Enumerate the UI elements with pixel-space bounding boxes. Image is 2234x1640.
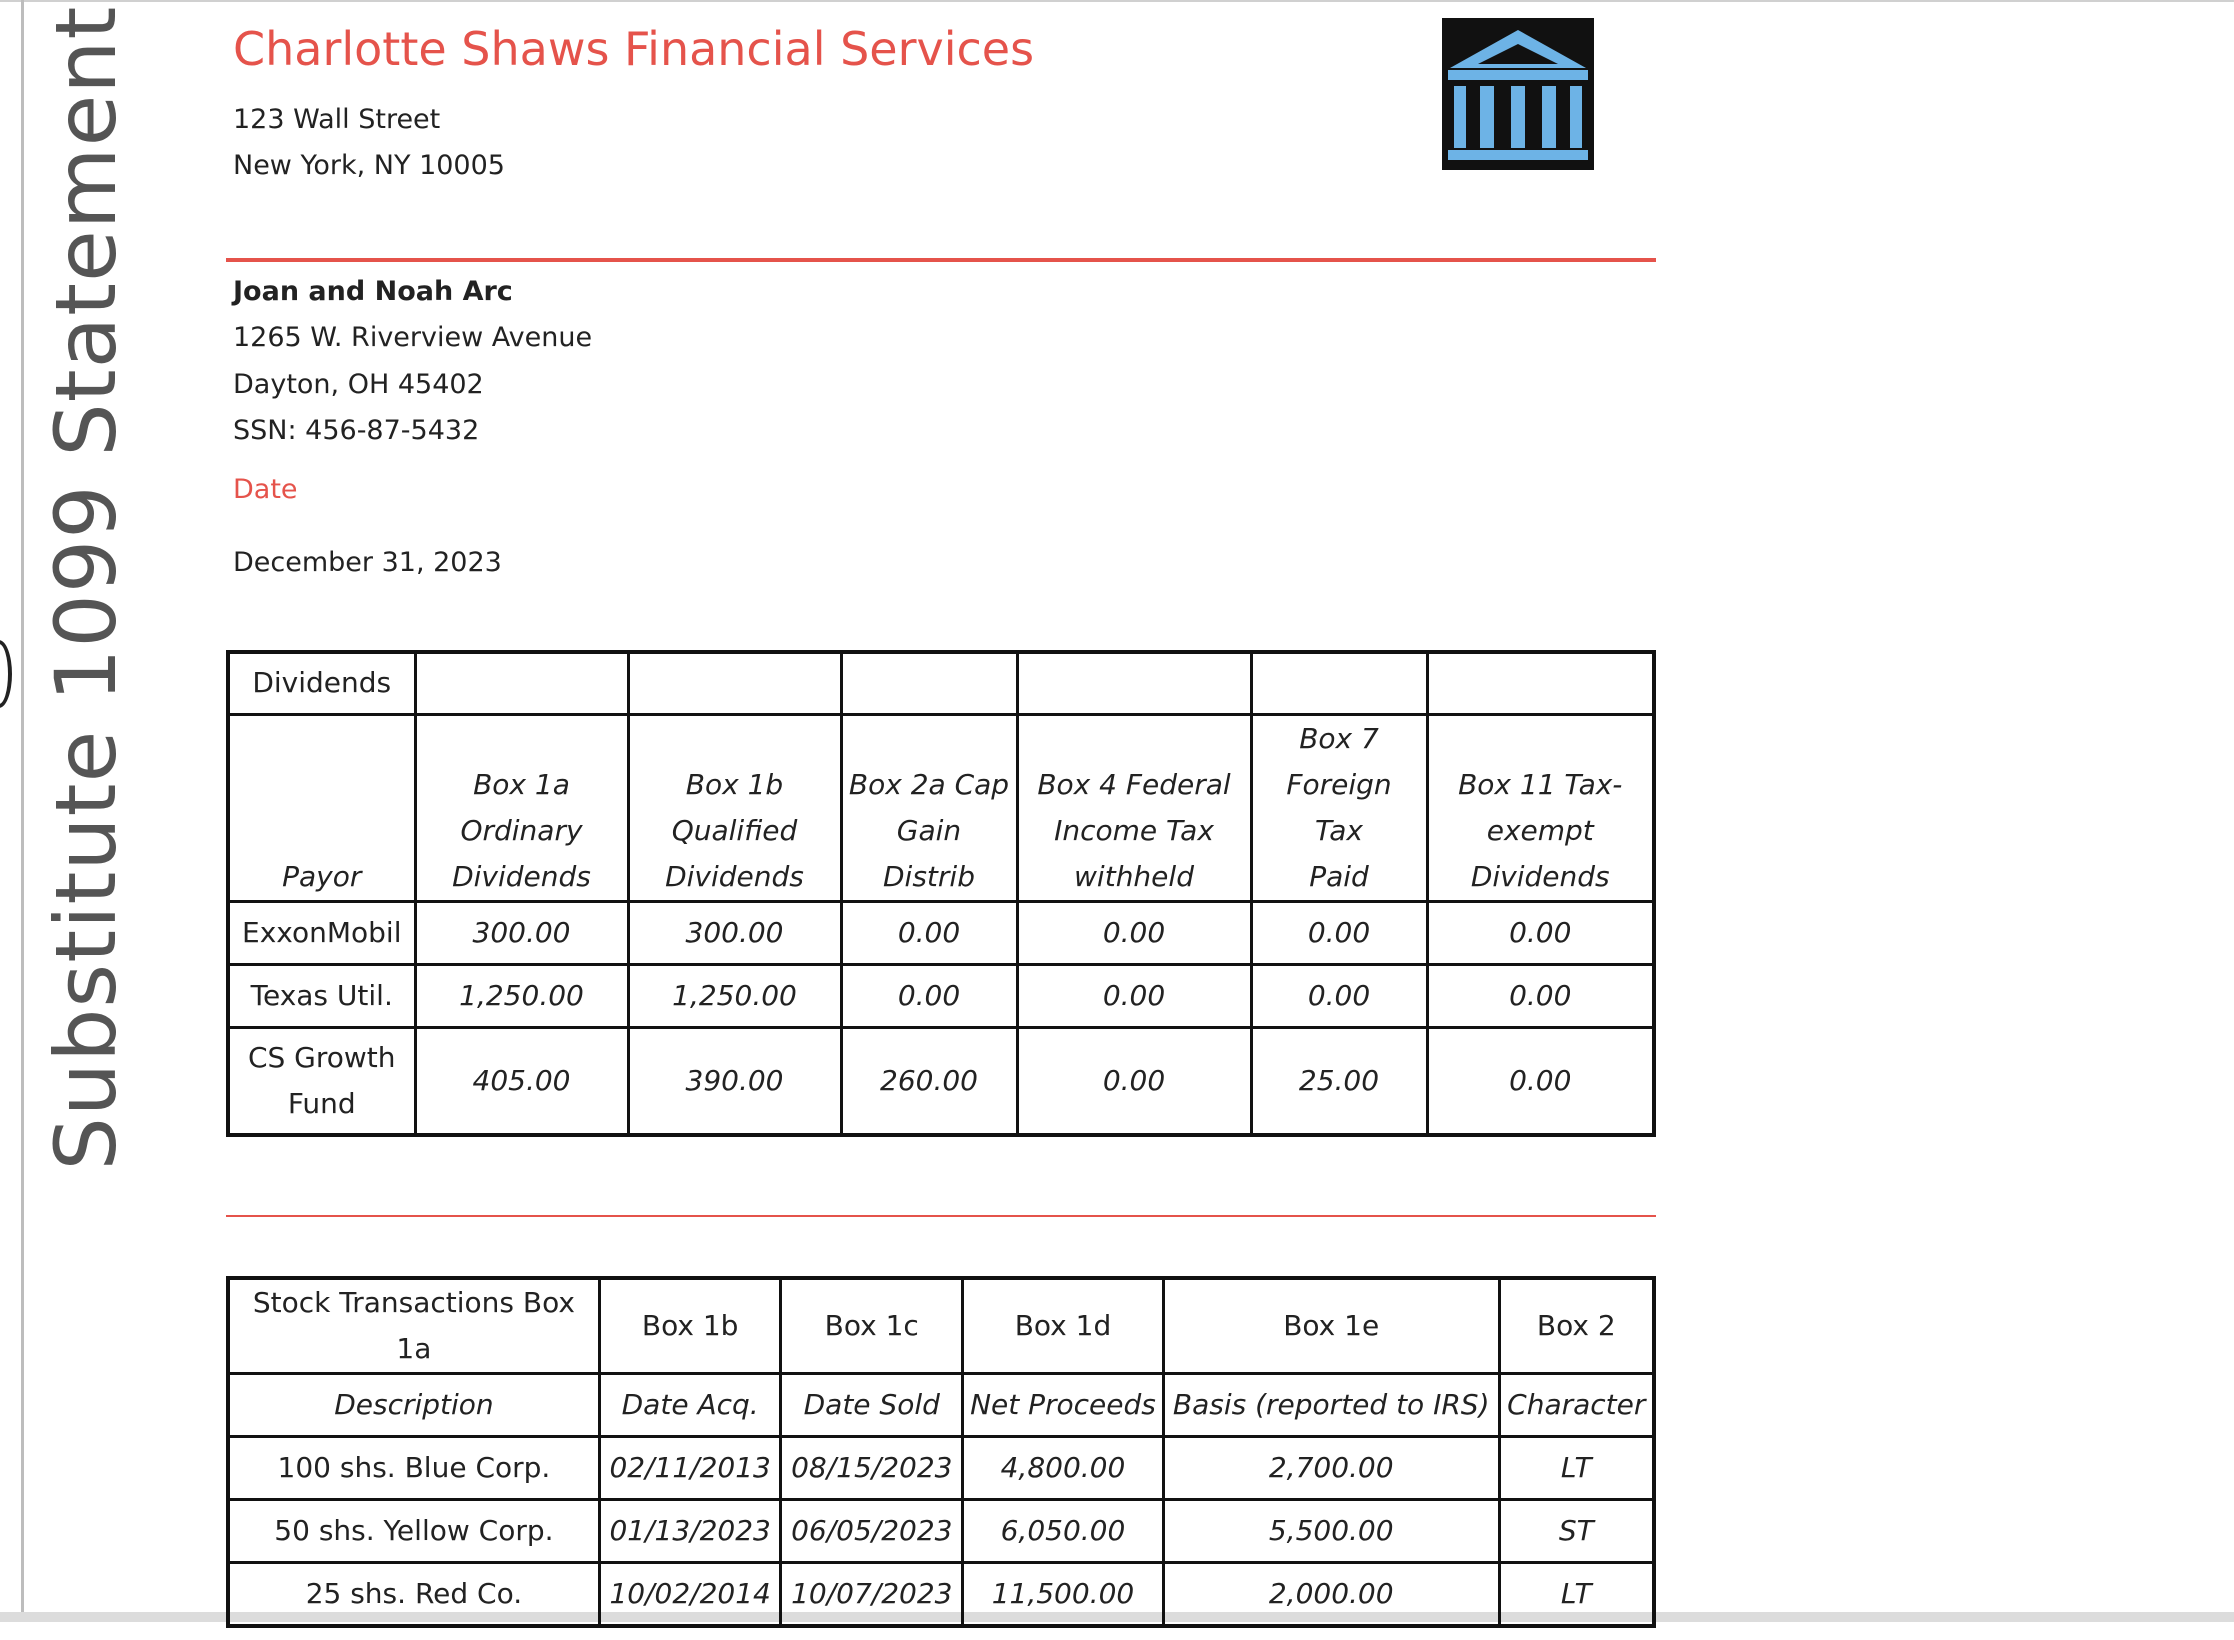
stock-box-header-cell: Box 1d (963, 1278, 1164, 1374)
text-line: ExxonMobil (242, 915, 402, 949)
dividend-amount-cell: 1,250.00 (628, 964, 841, 1027)
company-address-line1: 123 Wall Street (233, 104, 441, 135)
dividend-amount-cell: 1,250.00 (415, 964, 628, 1027)
text-line: Box 2a Cap (848, 767, 1010, 801)
stock-box-header-cell: Box 1b (599, 1278, 781, 1374)
top-border (0, 0, 2234, 2)
stock-transaction-row (228, 1563, 1654, 1626)
stock-box-header-cell: Stock Transactions Box 1a (228, 1278, 599, 1374)
header-divider (226, 258, 1656, 262)
stock-transaction-cell: 06/05/2023 (781, 1500, 963, 1563)
text-line: Box 11 Tax- (1458, 767, 1623, 801)
stock-transaction-cell: LT (1499, 1563, 1654, 1626)
stock-transaction-row (228, 1437, 1654, 1500)
dividend-amount-cell: 0.00 (1427, 901, 1654, 964)
text-line: Box 7 (1299, 721, 1379, 755)
stock-box-header-cell: Box 1c (781, 1278, 963, 1374)
dividends-header-cell (1017, 714, 1251, 901)
text-line: Payor (282, 859, 362, 893)
statement-title: Substitute 1099 Statement (37, 5, 135, 1171)
stock-transaction-cell: 6,050.00 (963, 1500, 1164, 1563)
stock-transaction-cell: ST (1499, 1500, 1654, 1563)
stock-column-header-cell: Net Proceeds (963, 1374, 1164, 1437)
text-line: Fund (287, 1086, 356, 1120)
stock-transaction-cell: 50 shs. Yellow Corp. (228, 1500, 599, 1563)
dividend-amount-cell: 0.00 (1017, 964, 1251, 1027)
stock-transaction-cell: 10/07/2023 (781, 1563, 963, 1626)
stock-transaction-cell: 25 shs. Red Co. (228, 1563, 599, 1626)
dividend-amount-cell: 260.00 (841, 1027, 1017, 1135)
dividends-table (226, 650, 1656, 1137)
stock-transaction-cell: 10/02/2014 (599, 1563, 781, 1626)
stock-transaction-cell: 100 shs. Blue Corp. (228, 1437, 599, 1500)
left-edge-mark (0, 640, 12, 708)
dividend-amount-cell: 0.00 (1017, 901, 1251, 964)
dividends-header-cell (628, 714, 841, 901)
dividend-amount-cell: 0.00 (1017, 1027, 1251, 1135)
stock-column-header-cell: Date Sold (781, 1374, 963, 1437)
dividend-amount-cell: 0.00 (1427, 964, 1654, 1027)
payor-cell (228, 964, 415, 1027)
section-divider (226, 1215, 1656, 1217)
text-line: Box 4 Federal (1037, 767, 1231, 801)
dividends-header-cell (1251, 714, 1427, 901)
dividends-row (228, 1027, 1654, 1135)
dividend-amount-cell: 405.00 (415, 1027, 628, 1135)
dividend-amount-cell: 25.00 (1251, 1027, 1427, 1135)
dividends-header-cell (415, 714, 628, 901)
stock-box-header-row (228, 1278, 1654, 1374)
text-line: Income Tax (1054, 813, 1214, 847)
stock-box-header-cell: Box 1e (1163, 1278, 1499, 1374)
dividends-title-row (228, 652, 1654, 714)
dividends-title: Dividends (228, 652, 415, 714)
dividend-amount-cell: 300.00 (415, 901, 628, 964)
text-line: Box 1b (685, 767, 784, 801)
stock-transaction-cell: 02/11/2013 (599, 1437, 781, 1500)
text-line: Dividends (665, 859, 804, 893)
recipient-address-line2: Dayton, OH 45402 (233, 369, 484, 400)
stock-column-header-cell: Date Acq. (599, 1374, 781, 1437)
stock-transaction-row (228, 1500, 1654, 1563)
text-line: exempt (1486, 813, 1594, 847)
stock-transaction-cell: 01/13/2023 (599, 1500, 781, 1563)
stock-transaction-cell: 4,800.00 (963, 1437, 1164, 1500)
dividends-header-cell (841, 714, 1017, 901)
left-border (21, 0, 24, 1618)
recipient-address-line1: 1265 W. Riverview Avenue (233, 322, 593, 353)
text-line: Ordinary (460, 813, 583, 847)
stock-transaction-cell: 2,700.00 (1163, 1437, 1499, 1500)
dividend-amount-cell: 390.00 (628, 1027, 841, 1135)
text-line: Qualified (671, 813, 798, 847)
text-line: Dividends (452, 859, 591, 893)
dividends-header-row (228, 714, 1654, 901)
text-line: Gain Distrib (883, 813, 975, 893)
date-label: Date (233, 474, 298, 505)
stock-column-header-row (228, 1374, 1654, 1437)
stock-column-header-cell: Character (1499, 1374, 1654, 1437)
dividends-header-cell (1427, 714, 1654, 901)
dividends-header-cell (228, 714, 415, 901)
stock-column-header-cell: Basis (reported to IRS) (1163, 1374, 1499, 1437)
stock-transaction-cell: LT (1499, 1437, 1654, 1500)
recipient-ssn: SSN: 456-87-5432 (233, 415, 480, 446)
stock-box-header-cell: Box 2 (1499, 1278, 1654, 1374)
dividend-amount-cell: 0.00 (1251, 901, 1427, 964)
payor-cell (228, 901, 415, 964)
company-name: Charlotte Shaws Financial Services (233, 22, 1035, 76)
text-line: Dividends (1470, 859, 1610, 893)
text-line: Foreign Tax (1286, 767, 1392, 847)
stock-transaction-cell: 11,500.00 (963, 1563, 1164, 1626)
stock-transaction-cell: 08/15/2023 (781, 1437, 963, 1500)
dividends-row (228, 901, 1654, 964)
payor-cell (228, 1027, 415, 1135)
dividend-amount-cell: 0.00 (841, 964, 1017, 1027)
dividend-amount-cell: 0.00 (1251, 964, 1427, 1027)
dividends-row (228, 964, 1654, 1027)
text-line: CS Growth (247, 1040, 396, 1074)
stock-transactions-table (226, 1276, 1656, 1628)
dividend-amount-cell: 0.00 (1427, 1027, 1654, 1135)
dividend-amount-cell: 300.00 (628, 901, 841, 964)
text-line: Texas Util. (250, 978, 393, 1012)
text-line: withheld (1074, 859, 1194, 893)
date-value: December 31, 2023 (233, 547, 502, 578)
dividend-amount-cell: 0.00 (841, 901, 1017, 964)
bank-building-icon (1442, 18, 1594, 170)
text-line: Box 1a (473, 767, 570, 801)
stock-transaction-cell: 5,500.00 (1163, 1500, 1499, 1563)
stock-transaction-cell: 2,000.00 (1163, 1563, 1499, 1626)
text-line: Paid (1309, 859, 1369, 893)
company-address-line2: New York, NY 10005 (233, 150, 505, 181)
stock-column-header-cell: Description (228, 1374, 599, 1437)
recipient-name: Joan and Noah Arc (233, 276, 513, 307)
